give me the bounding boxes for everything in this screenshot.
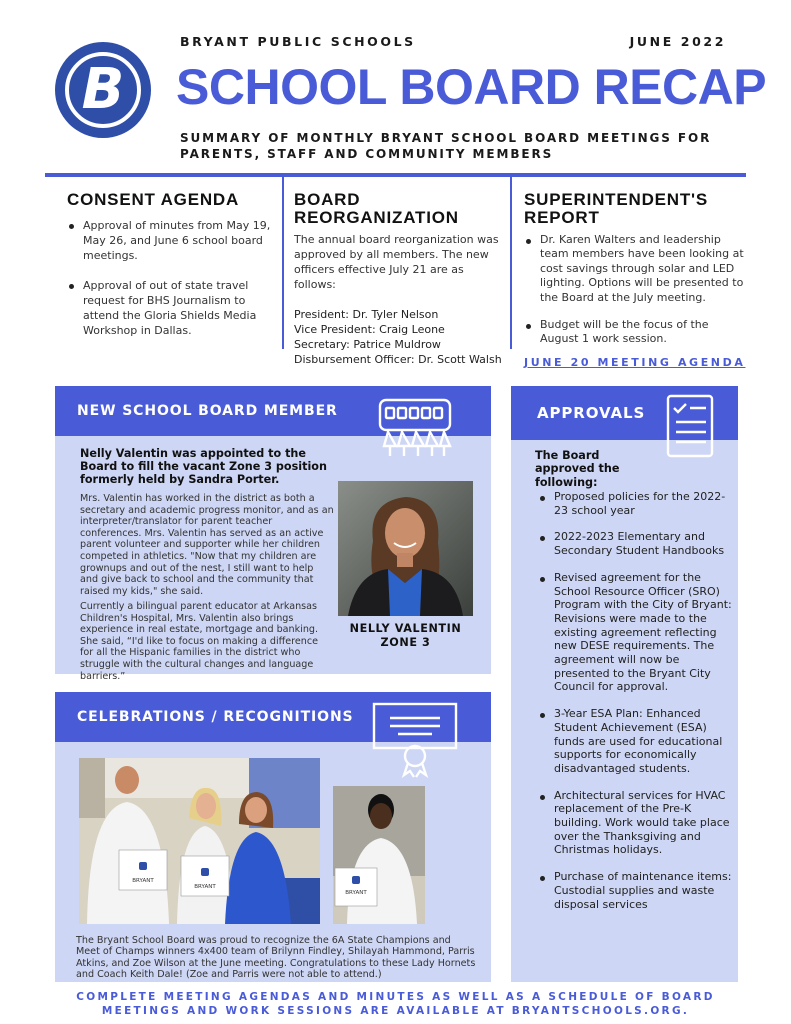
celebrations-heading: CELEBRATIONS / RECOGNITIONS bbox=[77, 709, 354, 725]
new-member-lead: Nelly Valentin was appointed to the Board to fill the vacant Zone 3 position formerly held by Sandra Porter. bbox=[80, 447, 327, 486]
certificate-icon bbox=[370, 700, 460, 778]
issue-date: JUNE 2022 bbox=[629, 34, 726, 49]
celebrations-caption: The Bryant School Board was proud to recognize the 6A State Champions and Meet of Champs winners 4x400 team of Brilynn Findley, Shilayah Hammond, Parris Atkins, and Zoe Wilson at the June meeting. Congratulations to these Lady Hornets and Coach Keith Dale! (Zoe and Parris were not able to attend.) bbox=[76, 935, 476, 981]
list-item: Budget will be the focus of the August 1 work session. bbox=[524, 318, 744, 347]
approvals-heading: APPROVALS bbox=[537, 404, 646, 422]
page-footer: COMPLETE MEETING AGENDAS AND MINUTES AS WELL AS A SCHEDULE OF BOARD MEETINGS AND WORK SESSIONS ARE AVAILABLE AT BRYANTSCHOOLS.ORG. bbox=[76, 991, 715, 1017]
officer-list bbox=[294, 307, 506, 367]
certificate-label: BRYANT bbox=[132, 878, 154, 884]
list-item: Architectural services for HVAC replacement of the Pre-K building. Work would take place over the Thanksgiving and Christmas holidays. bbox=[538, 789, 738, 858]
champions-group-photo bbox=[79, 758, 320, 924]
column-divider bbox=[510, 177, 512, 349]
board-reorganization-heading: BOARD REORGANIZATION bbox=[294, 190, 459, 227]
board-meeting-icon bbox=[376, 394, 454, 464]
list-item: 3-Year ESA Plan: Enhanced Student Achievement (ESA) funds are used for educational supports for economically disadvantaged students. bbox=[538, 707, 738, 776]
portrait-caption-zone: ZONE 3 bbox=[380, 636, 431, 649]
certificate-label: BRYANT bbox=[194, 884, 216, 890]
nelly-valentin-photo bbox=[338, 481, 473, 616]
superintendent-report-heading: SUPERINTENDENT'S REPORT bbox=[524, 190, 709, 227]
officer-vice-president: Vice President: Craig Leone bbox=[294, 323, 445, 336]
consent-agenda-heading: CONSENT AGENDA bbox=[67, 190, 240, 209]
reorganization-intro: The annual board reorganization was approved by all members. The new officers effective July 21 are as follows: bbox=[294, 233, 499, 291]
list-item: 2022-2023 Elementary and Secondary Student Handbooks bbox=[538, 530, 738, 557]
logo-letter: B bbox=[81, 57, 125, 122]
list-item: Revised agreement for the School Resource Officer (SRO) Program with the City of Bryant: Revisions were made to the existing agreement reflecting new DESE requirements. The agreement will now be presented to the Bryant City Council for approval. bbox=[538, 571, 738, 694]
column-divider bbox=[282, 177, 284, 349]
superintendent-report-list bbox=[524, 233, 744, 347]
approvals-intro: The Board approved the following: bbox=[535, 449, 620, 489]
student-photo-illustration bbox=[333, 786, 425, 924]
approvals-list bbox=[538, 490, 738, 911]
district-logo bbox=[55, 42, 151, 138]
checklist-icon bbox=[664, 392, 716, 460]
certificate-label: BRYANT bbox=[345, 890, 367, 896]
portrait-caption-name: NELLY VALENTIN bbox=[349, 622, 462, 635]
meeting-agenda-link[interactable]: JUNE 20 MEETING AGENDA bbox=[524, 356, 746, 369]
list-item: Dr. Karen Walters and leadership team members have been looking at cost savings through solar and LED lighting. Options will be presented to the Board at the July meeting. bbox=[524, 233, 744, 305]
district-name: BRYANT PUBLIC SCHOOLS bbox=[180, 34, 416, 49]
portrait-illustration bbox=[338, 481, 473, 616]
student-photo bbox=[333, 786, 425, 924]
board-reorganization-section bbox=[294, 191, 506, 367]
list-item: Proposed policies for the 2022-23 school year bbox=[538, 490, 738, 517]
group-photo-illustration bbox=[79, 758, 320, 924]
new-member-heading: NEW SCHOOL BOARD MEMBER bbox=[77, 403, 338, 419]
consent-agenda-list bbox=[67, 218, 272, 338]
header-divider bbox=[45, 173, 746, 177]
list-item: Approval of minutes from May 19, May 26, and June 6 school board meetings. bbox=[67, 218, 272, 263]
new-member-paragraph-1: Mrs. Valentin has worked in the district as both a secretary and academic progress monitor, and as an interpreter/translator for parent teacher conferences. Mrs. Valentin has served as an active parent volunteer and supporter while her children competed in athletics. "Now that my children are grownups and out of the nest, I still want to help and give back to school and the community that raised my kids," she said. bbox=[80, 493, 334, 597]
portrait-caption bbox=[338, 622, 473, 650]
new-member-paragraph-2: Currently a bilingual parent educator at Arkansas Children's Hospital, Mrs. Valentin also brings experience in real estate, mortgage and banking. She said, “I'd like to focus on making a difference for all the Hispanic families in the district who struggle with the cultural changes and language barriers.” bbox=[80, 601, 319, 682]
list-item: Purchase of maintenance items: Custodial supplies and waste disposal services bbox=[538, 870, 738, 911]
officer-president: President: Dr. Tyler Nelson bbox=[294, 308, 439, 321]
page-title: SCHOOL BOARD RECAP bbox=[176, 59, 767, 115]
page-subtitle: SUMMARY OF MONTHLY BRYANT SCHOOL BOARD MEETINGS FOR PARENTS, STAFF AND COMMUNITY MEMBERS bbox=[180, 131, 712, 161]
officer-disbursement: Disbursement Officer: Dr. Scott Walsh bbox=[294, 353, 502, 366]
consent-agenda-section bbox=[67, 191, 272, 338]
officer-secretary: Secretary: Patrice Muldrow bbox=[294, 338, 441, 351]
superintendent-report-section bbox=[524, 191, 744, 347]
list-item: Approval of out of state travel request for BHS Journalism to attend the Gloria Shields Media Workshop in Dallas. bbox=[67, 278, 272, 338]
